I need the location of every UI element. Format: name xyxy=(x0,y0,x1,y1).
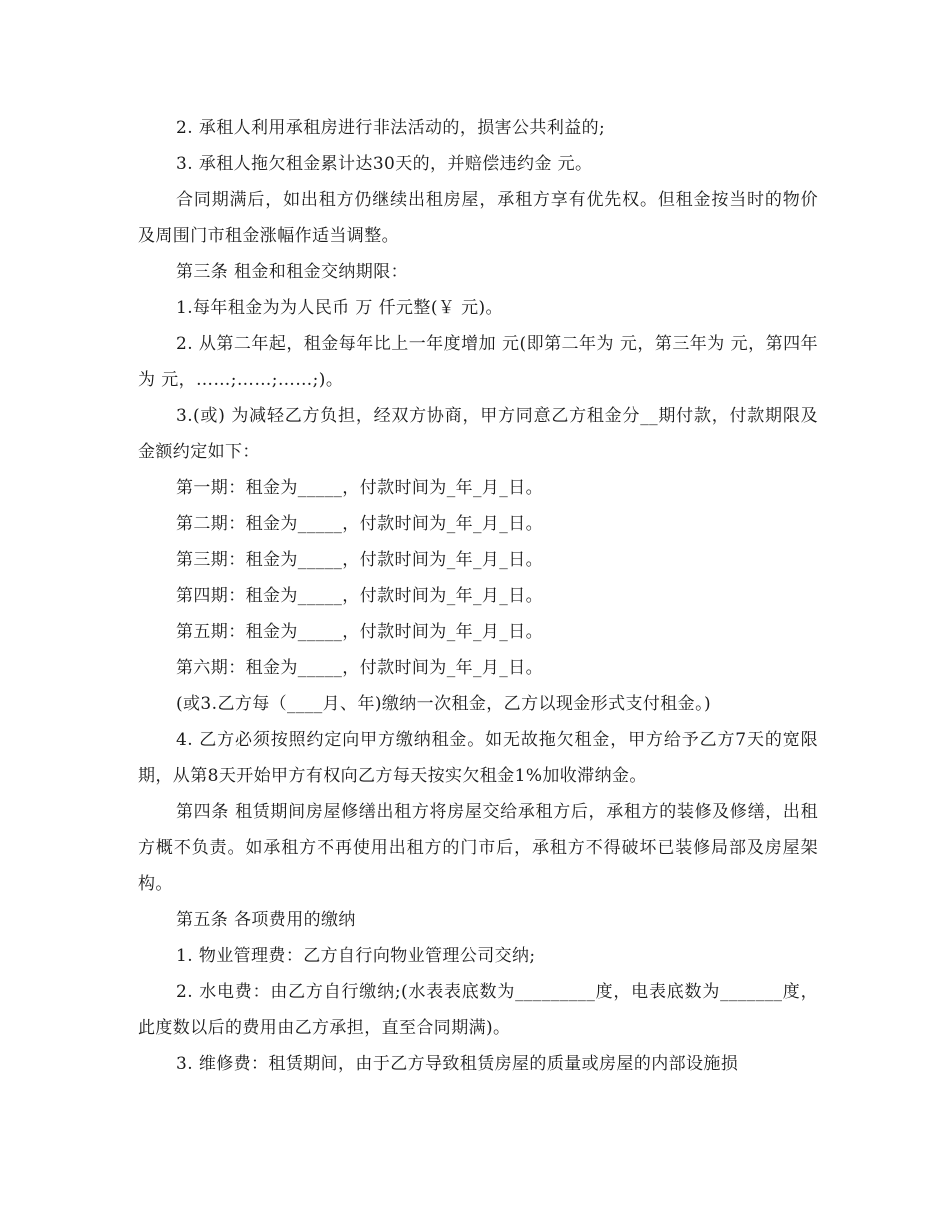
article-5-heading: 第五条 各项费用的缴纳 xyxy=(176,910,356,930)
rent-increase-clause: 2. 从第二年起，租金每年比上一年度增加 元(即第二年为 元，第三年为 元，第四年为 元，……;……;……;)。 xyxy=(138,334,818,390)
installment-line: 第三期：租金为_____，付款时间为_年_月_日。 xyxy=(176,550,543,570)
property-fee-clause: 1. 物业管理费：乙方自行向物业管理公司交纳; xyxy=(176,946,536,966)
clause-item-2: 2. 承租人利用承租房进行非法活动的，损害公共利益的; xyxy=(176,118,606,138)
document-body xyxy=(138,110,818,1082)
alternative-payment-clause: (或3.乙方每（____月、年)缴纳一次租金，乙方以现金形式支付租金。) xyxy=(176,694,712,714)
maintenance-fee-clause: 3. 维修费：租赁期间，由于乙方导致租赁房屋的质量或房屋的内部设施损 xyxy=(176,1054,739,1074)
installment-line: 第四期：租金为_____，付款时间为_年_月_日。 xyxy=(176,586,543,606)
article-3-heading: 第三条 租金和租金交纳期限： xyxy=(176,262,409,282)
clause-item-3: 3. 承租人拖欠租金累计达30天的，并赔偿违约金 元。 xyxy=(176,154,593,174)
late-payment-clause: 4. 乙方必须按照约定向甲方缴纳租金。如无故拖欠租金，甲方给予乙方7天的宽限期，从第8天开始甲方有权向乙方每天按实欠租金1%加收滞纳金。 xyxy=(138,730,818,786)
installment-clause: 3.(或) 为减轻乙方负担，经双方协商，甲方同意乙方租金分__期付款，付款期限及金额约定如下： xyxy=(138,406,818,462)
installment-line: 第二期：租金为_____，付款时间为_年_月_日。 xyxy=(176,514,543,534)
article-4-paragraph: 第四条 租赁期间房屋修缮出租方将房屋交给承租方后，承租方的装修及修缮，出租方概不负责。如承租方不再使用出租方的门市后，承租方不得破坏已装修局部及房屋架构。 xyxy=(138,802,818,894)
utility-fee-clause: 2. 水电费：由乙方自行缴纳;(水表表底数为_________度，电表底数为_______度，此度数以后的费用由乙方承担，直至合同期满)。 xyxy=(138,982,818,1038)
rent-amount-clause: 1.每年租金为为人民币 万 仟元整(￥ 元)。 xyxy=(176,298,503,318)
renewal-paragraph: 合同期满后，如出租方仍继续出租房屋，承租方享有优先权。但租金按当时的物价及周围门市租金涨幅作适当调整。 xyxy=(138,190,818,246)
installment-line: 第五期：租金为_____，付款时间为_年_月_日。 xyxy=(176,622,543,642)
installment-line: 第六期：租金为_____，付款时间为_年_月_日。 xyxy=(176,658,543,678)
installment-line: 第一期：租金为_____，付款时间为_年_月_日。 xyxy=(176,478,543,498)
